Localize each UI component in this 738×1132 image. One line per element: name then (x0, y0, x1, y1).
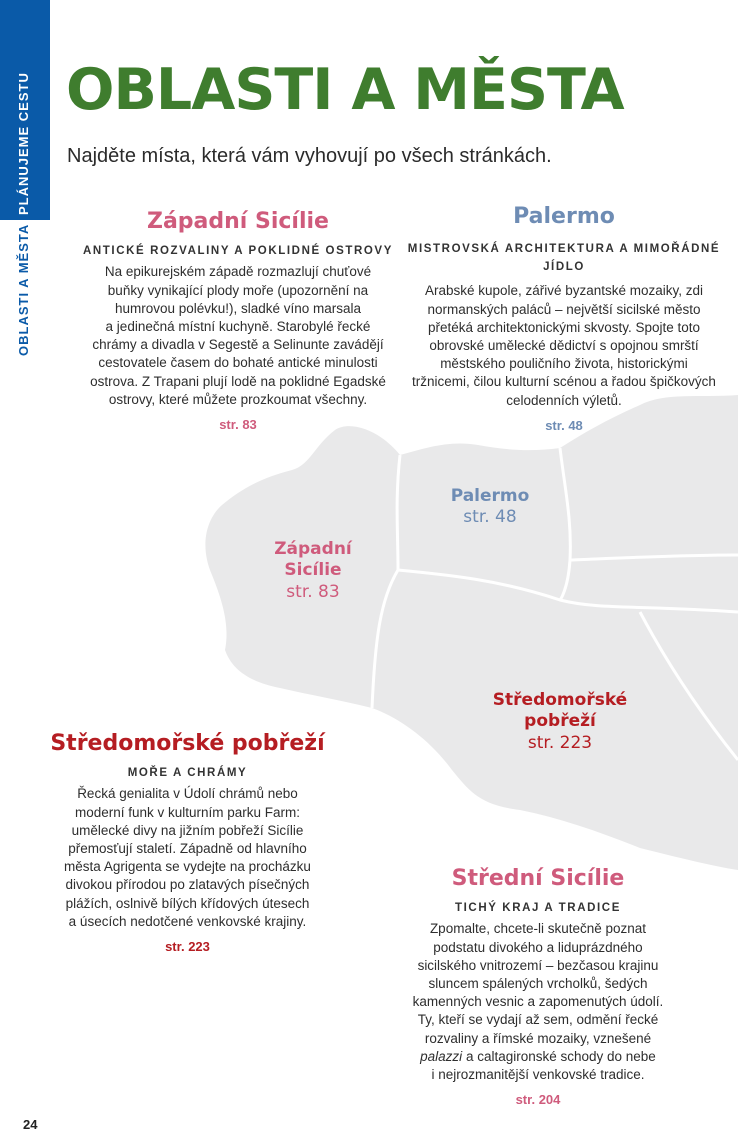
page-number: 24 (23, 1117, 38, 1132)
region-title: Palermo (513, 204, 615, 229)
region-block-zapadni (66, 209, 410, 432)
region-description: Na epikurejském západě rozmazlují chuťové buňky vynikající plody moře (upozornění na humrovou polévku!), sladké víno marsala a jedinečná místní kuchyně. Starobylé řecké chrámy a divadla v Segestě a Selinunte zavádějí cestovatele časem do bohaté antické minulosti ostrova. Z Trapani plují lodě na poklidné Egadské ostrovy, které můžete prozkoumat všechny. (90, 264, 386, 407)
region-kicker: MOŘE A CHRÁMY (127, 767, 248, 780)
page-title: OBLASTI A MĚSTA (66, 57, 624, 123)
region-description: Řecká genialita v Údolí chrámů nebo moderní funk v kulturním parku Farm: umělecké divy na jižním pobřeží Sicílie přemosťují staletí. Západně od hlavního města Agrigenta se vydejte na procházku divokou přírodou po zlatavých písečných plážích, oslnivě bílých křídových útesech a úsecích nedotčené venkovské krajiny. (64, 786, 311, 929)
map-label-stredomorske[interactable]: Středomořské pobřeží str. 223 (492, 690, 628, 753)
sidebar-chapter-label: OBLASTI A MĚSTA (16, 223, 31, 356)
map-label-zapadni[interactable]: Západní Sicílie str. 83 (274, 539, 352, 602)
region-description: Arabské kupole, zářivé byzantské mozaiky, zdi normanských paláců – největší sicilské město přetéká architektonickými skvosty. Spojte toto obrovské umělecké dědictví s opojnou smrští městského pouličního života, historickými tržnicemi, čilou kulturní scénou a řadou špičkových celodenních výletů. (412, 283, 716, 408)
region-title: Středomořské pobřeží (50, 731, 325, 756)
region-kicker: TICHÝ KRAJ A TRADICE (455, 902, 621, 915)
region-description: Zpomalte, chcete-li skutečně poznat podstatu divokého a liduprázdného sicilského vnitrozemí – bezčasou krajinu sluncem spálených vrcholků, šedých kamenných vesnic a zapomenutých údolí. Ty, kteří se vydají až sem, odmění řecké rozvaliny a římské mozaiky, vznešené palazzi a caltagironské schody do nebe i nejrozmanitější venkovské tradice. (412, 921, 664, 1083)
page-reference-link[interactable]: str. 83 (219, 417, 257, 433)
map-label-palermo[interactable]: Palermo str. 48 (450, 486, 530, 528)
region-block-palermo (398, 204, 730, 433)
sidebar-section-label: PLÁNUJEME CESTU (16, 72, 31, 215)
page-reference-link[interactable]: str. 48 (545, 417, 583, 433)
page-reference-link[interactable]: str. 204 (515, 1092, 561, 1108)
region-title: Západní Sicílie (147, 209, 329, 234)
region-kicker: MISTROVSKÁ ARCHITEKTURA A MIMOŘÁDNÉ JÍDLO (407, 243, 721, 274)
region-block-stredomorske (30, 731, 345, 954)
page-subtitle: Najděte místa, která vám vyhovují po všech stránkách. (67, 145, 552, 167)
region-kicker: ANTICKÉ ROZVALINY A POKLIDNÉ OSTROVY (83, 245, 393, 258)
region-block-stredni (380, 866, 696, 1107)
region-description-line-italic: palazzi a caltagironské schody do nebe (420, 1048, 656, 1064)
region-title: Střední Sicílie (451, 866, 625, 891)
page-reference-link[interactable]: str. 223 (165, 939, 210, 955)
